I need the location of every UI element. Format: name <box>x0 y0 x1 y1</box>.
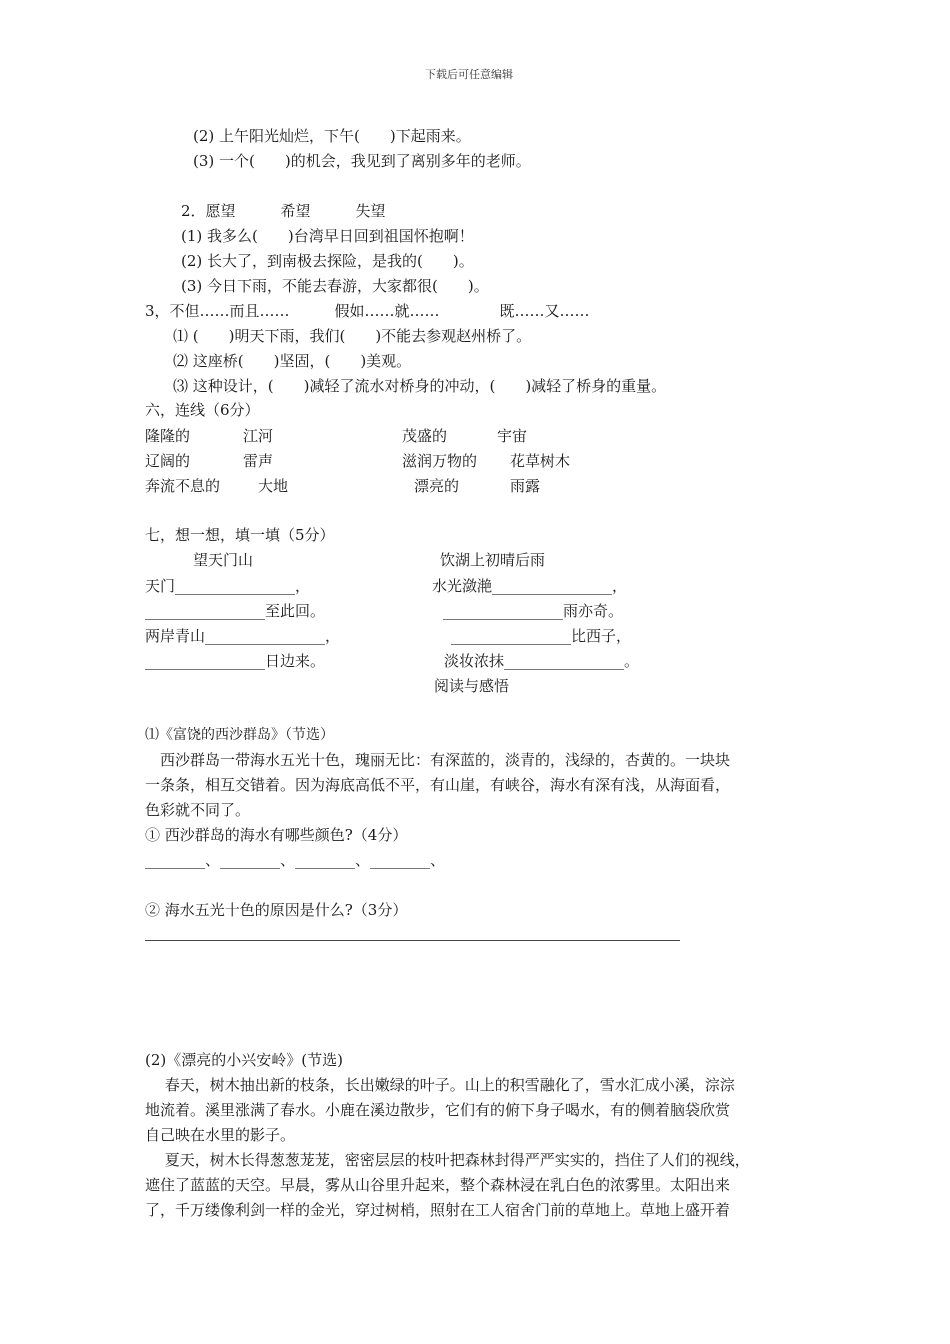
reading-1-question-2: ② 海水五光十色的原因是什么?（3分） <box>145 901 408 919</box>
reading-2-line-3: 自己映在水里的影子。 <box>145 1126 296 1144</box>
reading-1-question-1: ① 西沙群岛的海水有哪些颜色?（4分） <box>145 826 408 844</box>
match-left-a-1: 隆隆的 <box>145 427 191 445</box>
match-right-b-3: 雨露 <box>510 477 541 495</box>
s3-question-2: ⑵ 这座桥( )坚固，( )美观。 <box>173 352 412 370</box>
reading-2-line-2: 地流着。溪里涨满了春水。小鹿在溪边散步，它们有的俯下身子喝水，有的侧着脑袋欣赏 <box>145 1101 731 1119</box>
poem-1-title: 望天门山 <box>193 551 254 569</box>
page-header: 下载后可任意编辑 <box>425 68 513 81</box>
answer-line[interactable] <box>145 940 680 941</box>
reading-2-line-1: 春天，树木抽出新的枝条，长出嫩绿的叶子。山上的积雪融化了，雪水汇成小溪，淙淙 <box>145 1076 735 1094</box>
match-right-a-1: 茂盛的 <box>402 427 448 445</box>
match-left-a-2: 辽阔的 <box>145 452 191 470</box>
poem-2-line-1: 水光潋滟________________， <box>432 577 628 595</box>
s2-question-3: (3) 今日下雨，不能去春游，大家都很( )。 <box>181 277 489 295</box>
section-7-title: 七，想一想，填一填（5分） <box>145 526 335 544</box>
s2-word-options: 2．愿望 希望 失望 <box>181 202 386 220</box>
s2-question-1: (1) 我多么( )台湾早日回到祖国怀抱啊！ <box>181 227 474 245</box>
match-left-b-2: 雷声 <box>243 452 274 470</box>
poem-1-line-2: ________________至此回。 <box>145 602 326 620</box>
reading-1-paragraph-line-2: 一条条，相互交错着。因为海底高低不平，有山崖，有峡谷，海水有深有浅，从海面看， <box>145 776 731 794</box>
s1-question-3: (3) 一个( )的机会，我见到了离别多年的老师。 <box>193 152 531 170</box>
poem-1-line-1: 天门________________， <box>145 577 311 595</box>
match-right-a-2: 滋润万物的 <box>402 452 478 470</box>
match-right-b-2: 花草树木 <box>510 452 571 470</box>
s3-question-1: ⑴ ( )明天下雨，我们( )不能去参观赵州桥了。 <box>173 327 532 345</box>
poem-1-line-4: ________________日边来。 <box>145 652 326 670</box>
s1-question-2: (2) 上午阳光灿烂，下午( )下起雨来。 <box>193 127 471 145</box>
reading-2-line-6: 了，千万缕像利剑一样的金光，穿过树梢，照射在工人宿舍门前的草地上。草地上盛开着 <box>145 1201 731 1219</box>
reading-2-line-4: 夏天，树木长得葱葱茏茏，密密层层的枝叶把森林封得严严实实的，挡住了人们的视线， <box>145 1151 750 1169</box>
s3-word-options: 3，不但……而且…… 假如……就…… 既……又…… <box>145 302 590 320</box>
match-right-b-1: 宇宙 <box>497 427 528 445</box>
poem-2-line-3: ________________比西子， <box>451 627 632 645</box>
reading-1-paragraph-line-1: 西沙群岛一带海水五光十色，瑰丽无比：有深蓝的，淡青的，浅绿的，杏黄的。一块块 <box>145 751 731 769</box>
poem-2-line-2: ________________雨亦奇。 <box>443 602 624 620</box>
poem-1-line-3: 两岸青山________________， <box>145 627 341 645</box>
s2-question-2: (2) 长大了，到南极去探险，是我的( )。 <box>181 252 474 270</box>
match-right-a-3: 漂亮的 <box>414 477 460 495</box>
poem-2-title: 饮湖上初晴后雨 <box>440 551 546 569</box>
reading-section-title: 阅读与感悟 <box>434 677 510 695</box>
reading-2-line-5: 遮住了蓝蓝的天空。早晨，雾从山谷里升起来，整个森林浸在乳白色的浓雾里。太阳出来 <box>145 1176 731 1194</box>
reading-2-title: (2)《漂亮的小兴安岭》(节选) <box>145 1051 343 1069</box>
reading-1-title: ⑴《富饶的西沙群岛》（节选） <box>145 727 334 743</box>
s3-question-3: ⑶ 这种设计，( )减轻了流水对桥身的冲动，( )减轻了桥身的重量。 <box>173 377 667 395</box>
reading-1-question-1-blanks[interactable]: ________、________、________、________、 <box>145 851 446 869</box>
reading-1-paragraph-line-3: 色彩就不同了。 <box>145 801 251 819</box>
match-left-a-3: 奔流不息的 <box>145 477 221 495</box>
match-left-b-3: 大地 <box>258 477 289 495</box>
match-left-b-1: 江河 <box>243 427 274 445</box>
poem-2-line-4: 淡妆浓抹________________。 <box>444 652 640 670</box>
section-6-title: 六，连线（6分） <box>145 401 260 419</box>
